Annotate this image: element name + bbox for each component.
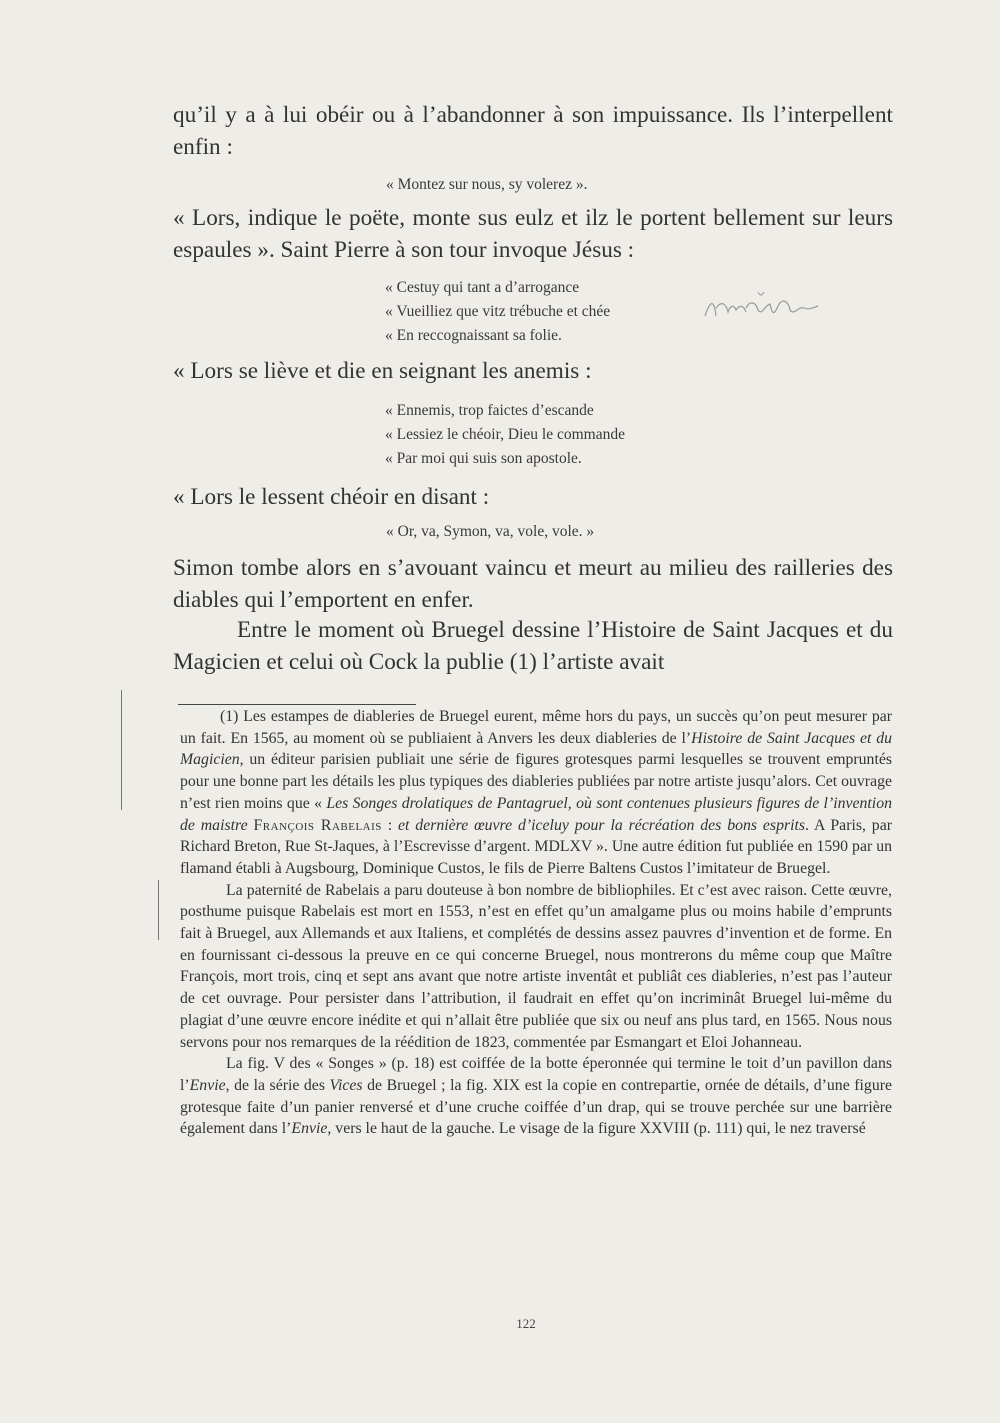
paragraph-2: « Lors, indique le poëte, monte sus eulz et ilz le portent bellement sur leurs espaules ». Saint Pierre à son tour invoque Jésus : [173, 205, 893, 263]
footnote-block [180, 706, 892, 1140]
paragraph-5: Simon tombe alors en s’avouant vaincu et meurt au milieu des railleries des diables qui l’emportent en enfer. [173, 555, 893, 613]
verse-quote-1 [386, 173, 587, 197]
paragraph-6: Entre le moment où Bruegel dessine l’Histoire de Saint Jacques et du Magicien et celui où Cock la publie (1) l’artiste avait [173, 617, 893, 675]
verse-line: « Vueilliez que vitz trébuche et chée [385, 303, 611, 320]
verse-line: « En reccognaissant sa folie. [385, 327, 562, 344]
page-number: 122 [516, 1316, 536, 1331]
verse-line: « Par moi qui suis son apostole. [385, 450, 582, 467]
footnote-paragraph-3: La fig. V des « Songes » (p. 18) est coiffée de la botte éperonnée qui termine le toit d’un pavillon dans l’Envie, de la série des Vices de Bruegel ; la fig. XIX est la copie en contrepartie, ornée de détails, d’une figure grotesque faite d’un panier renversé et d’une cruche coiffée d’un drap, qui se trouve perchée sur une barrière également dans l’Envie, vers le haut de la gauche. Le visage de la figure XXVIII (p. 111) qui, le nez traversé [180, 1055, 892, 1138]
footnote-paragraph-1: (1) Les estampes de diableries de Bruegel eurent, même hors du pays, un succès qu’on peut mesurer par un fait. En 1565, au moment où se publiaient à Anvers les deux diableries de l’Histoire de Saint Jacques et du Magicien, un éditeur parisien publiait une série de figures grotesques parmi lesquelles se trouvent empruntés pour une bonne part les détails les plus typiques des diableries publiées par notre artiste jusqu’alors. Cet ouvrage n’est rien moins que « Les Songes drolatiques de Pantagruel, où sont contenues plusieurs figures de l’invention de maistre François Rabelais : et dernière œuvre d’iceluy pour la récréation des bons esprits. A Paris, par Richard Breton, Rue St-Jaques, à l’Escrevisse d’argent. MDLXV ». Une autre édition fut publiée en 1590 par un flamand établi à Augsbourg, Dominique Custos, le fils de Pierre Baltens Custos l’imitateur de Bruegel. [180, 708, 892, 877]
paragraph-4: « Lors le lessent chéoir en disant : [173, 484, 490, 510]
verse-line: « Ennemis, trop faictes d’escande [385, 402, 594, 419]
verse-line: « Cestuy qui tant a d’arrogance [385, 279, 580, 296]
verse-line: « Lessiez le chéoir, Dieu le commande [385, 426, 625, 443]
handwritten-annotation [700, 286, 830, 326]
margin-mark [158, 880, 159, 940]
verse-quote-4 [386, 520, 594, 544]
verse-quote-3 [385, 399, 625, 471]
verse-line: « Or, va, Symon, va, vole, vole. » [386, 523, 595, 540]
paragraph-1: qu’il y a à lui obéir ou à l’abandonner à son impuissance. Ils l’interpellent enfin : [173, 102, 893, 160]
paragraph-3: « Lors se liève et die en seignant les anemis : [173, 358, 592, 384]
margin-mark [121, 690, 122, 810]
footnote-rule [178, 704, 416, 705]
footnote-paragraph-2: La paternité de Rabelais a paru douteuse à bon nombre de bibliophiles. Et c’est avec raison. Cette œuvre, posthume puisque Rabelais est mort en 1553, n’est en effet qu’un amalgame plus ou moins habile d’emprunts fait à Bruegel, aux Allemands et aux Italiens, et complétés de dessins assez pauvres d’invention et de forme. En en fournissant ci-dessous la preuve en ce qui concerne Bruegel, nous montrerons du même coup que Maître François, mort trois, cinq et sept ans avant que notre artiste inventât et publiât ces diableries, n’est pas l’auteur de cet ouvrage. Pour persister dans l’attribution, il faudrait en effet qu’on incriminât Bruegel lui-même du plagiat d’une œuvre encore inédite et qui n’allait être publiée que six ou neuf ans plus tard, en 1565. Nous nous servons pour nos remarques de la réédition de 1823, commentée par Esmangart et Eloi Johanneau. [180, 881, 892, 1051]
verse-quote-2 [385, 276, 610, 348]
verse-line: « Montez sur nous, sy volerez ». [386, 176, 588, 193]
